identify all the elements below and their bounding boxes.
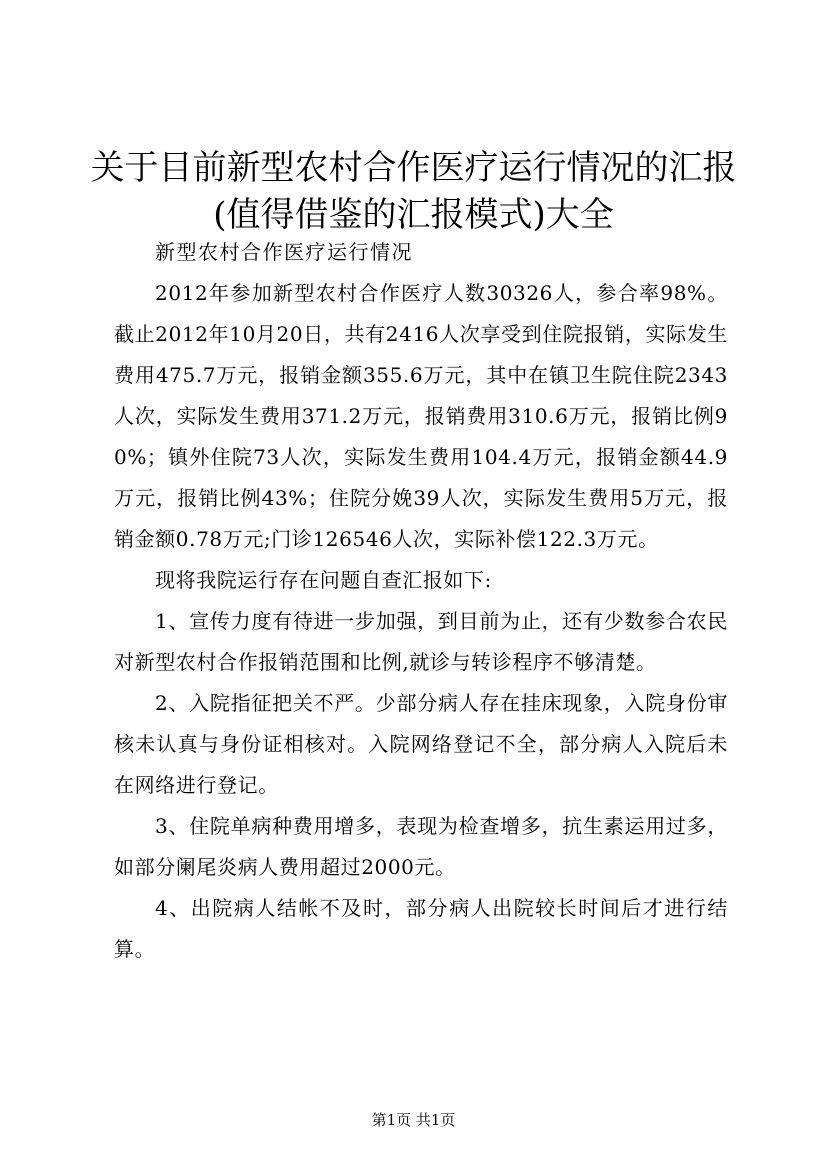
paragraph-intro: 现将我院运行存在问题自查汇报如下: <box>155 568 492 592</box>
paragraph-statistics: 2012年参加新型农村合作医疗人数30326人，参合率98%。截止2012年10月20日，共有2416人次享受到住院报销，实际发生费用475.7万元，报销金额355.6万元，其中在镇卫生院住院2343人次，实际发生费用371.2万元，报销费用310.6万元，报销比例90%；镇外住院73人次，实际发生费用104.4万元，报销金额44.9万元，报销比例43%；住院分娩39人次，实际发生费用5万元，报销金额0.78万元;门诊126546人次，实际补偿122.3万元。 <box>114 281 728 551</box>
document-title-line-2: (值得借鉴的汇报模式)大全 <box>213 195 614 235</box>
paragraph-item-3: 3、住院单病种费用增多，表现为检查增多，抗生素运用过多，如部分阑尾炎病人费用超过2000元。 <box>114 814 728 879</box>
page-footer: 第1页 共1页 <box>371 1111 456 1129</box>
section-heading: 新型农村合作医疗运行情况 <box>155 240 413 264</box>
paragraph-item-1: 1、宣传力度有待进一步加强，到目前为止，还有少数参合农民对新型农村合作报销范围和比例,就诊与转诊程序不够清楚。 <box>114 609 728 674</box>
paragraph-item-4: 4、出院病人结帐不及时，部分病人出院较长时间后才进行结算。 <box>114 896 728 961</box>
document-title-line-1: 关于目前新型农村合作医疗运行情况的汇报 <box>90 148 737 188</box>
paragraph-item-2: 2、入院指征把关不严。少部分病人存在挂床现象，入院身份审核未认真与身份证相核对。入院网络登记不全，部分病人入院后未在网络进行登记。 <box>114 691 728 797</box>
document-body <box>114 232 728 970</box>
